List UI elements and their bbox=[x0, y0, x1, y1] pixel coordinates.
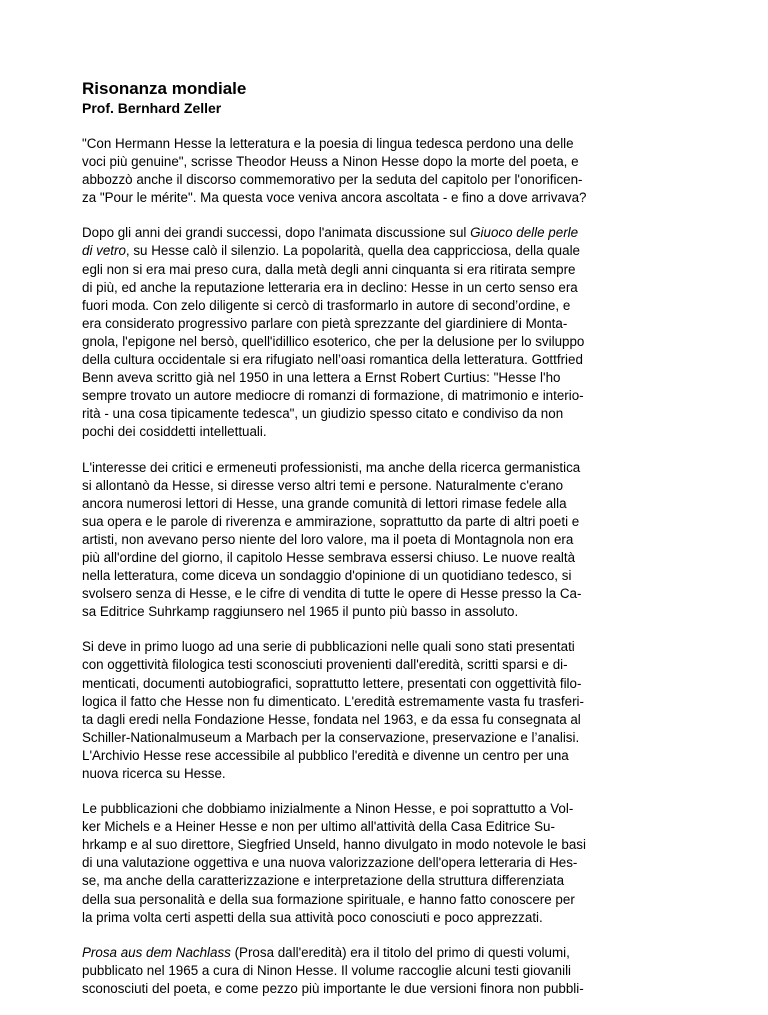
text-segment: di più, ed anche la reputazione letteraria era in declino: Hesse in un certo senso era bbox=[82, 279, 578, 295]
text-line bbox=[82, 656, 692, 674]
text-line bbox=[82, 872, 692, 890]
text-segment: voci più genuine", scrisse Theodor Heuss a Ninon Hesse dopo la morte del poeta, e bbox=[82, 154, 579, 170]
italic-title: Giuoco delle perle bbox=[470, 225, 579, 241]
text-line bbox=[82, 495, 692, 513]
text-line bbox=[82, 909, 692, 927]
text-line bbox=[82, 818, 692, 836]
text-line bbox=[82, 747, 692, 765]
text-segment: Le pubblicazioni che dobbiamo inizialmente a Ninon Hesse, e poi soprattutto a Vol- bbox=[82, 801, 574, 817]
text-segment: pubblicato nel 1965 a cura di Ninon Hesse. Il volume raccoglie alcuni testi giovanili bbox=[82, 962, 572, 978]
text-segment: della sua personalità e della sua formazione spirituale, e hanno fatto conoscere per bbox=[82, 891, 575, 907]
paragraph bbox=[82, 135, 692, 207]
text-line bbox=[82, 224, 692, 242]
text-line bbox=[82, 477, 692, 495]
text-segment: L'Archivio Hesse rese accessibile al pubblico l'eredità e divenne un centro per una bbox=[82, 747, 569, 763]
text-line bbox=[82, 711, 692, 729]
text-segment: sua opera e le parole di riverenza e ammirazione, soprattutto da parte di altri poeti e bbox=[82, 513, 580, 529]
article-title: Risonanza mondiale bbox=[82, 79, 247, 98]
text-segment: za "Pour le mérite". Ma questa voce veniva ancora ascoltata - e fino a dove arrivava? bbox=[82, 190, 587, 206]
text-segment: "Con Hermann Hesse la letteratura e la poesia di lingua tedesca perdono una delle bbox=[82, 136, 574, 151]
text-line bbox=[82, 261, 692, 279]
text-segment: Schiller-Nationalmuseum a Marbach per la conservazione, preservazione e l’analisi. bbox=[82, 729, 580, 745]
text-segment: Si deve in primo luogo ad una serie di pubblicazioni nelle quali sono stati presentati bbox=[82, 639, 575, 655]
text-line bbox=[82, 459, 692, 477]
text-segment: hrkamp e al suo direttore, Siegfried Unseld, hanno divulgato in modo notevole le basi bbox=[82, 837, 586, 853]
paragraph bbox=[82, 944, 692, 998]
text-line bbox=[82, 800, 692, 818]
text-line bbox=[82, 297, 692, 315]
text-segment: se, ma anche della caratterizzazione e interpretazione della struttura differenziata bbox=[82, 873, 565, 889]
text-line bbox=[82, 891, 692, 909]
paragraph bbox=[82, 638, 692, 783]
text-segment: ta dagli eredi nella Fondazione Hesse, fondata nel 1963, e da essa fu consegnata al bbox=[82, 711, 581, 727]
text-segment: sa Editrice Suhrkamp raggiunsero nel 1965 il punto più basso in assoluto. bbox=[82, 604, 519, 620]
text-line bbox=[82, 854, 692, 872]
text-line bbox=[82, 549, 692, 567]
text-segment: egli non si era mai preso cura, dalla metà degli anni cinquanta si era ritirata sempre bbox=[82, 261, 576, 277]
text-line bbox=[82, 242, 692, 260]
text-line bbox=[82, 387, 692, 405]
paragraph bbox=[82, 459, 692, 622]
text-segment: menticati, documenti autobiografici, soprattutto lettere, presentati con oggettività filo- bbox=[82, 675, 582, 691]
text-segment: la prima volta certi aspetti della sua attività poco conosciuti e poco apprezzati. bbox=[82, 909, 543, 925]
text-segment: Dopo gli anni dei grandi successi, dopo l'animata discussione sul bbox=[82, 225, 471, 241]
text-line bbox=[82, 944, 692, 962]
text-line bbox=[82, 675, 692, 693]
text-line bbox=[82, 171, 692, 189]
text-segment: si allontanò da Hesse, si diresse verso altri temi e persone. Naturalmente c'erano bbox=[82, 477, 564, 493]
text-line bbox=[82, 333, 692, 351]
text-segment: pochi dei cosiddetti intellettuali. bbox=[82, 424, 267, 440]
text-line bbox=[82, 189, 692, 207]
text-line bbox=[82, 980, 692, 998]
text-segment: L'interesse dei critici e ermeneuti professionisti, ma anche della ricerca germanistica bbox=[82, 459, 581, 475]
text-segment: con oggettività filologica testi sconosciuti provenienti dall'eredità, scritti sparsi e di- bbox=[82, 657, 568, 673]
text-segment: svolsero senza di Hesse, e le cifre di vendita di tutte le opere di Hesse presso la Ca- bbox=[82, 586, 582, 602]
text-segment: ancora numerosi lettori di Hesse, una grande comunità di lettori rimase fedele alla bbox=[82, 495, 567, 511]
paragraph bbox=[82, 800, 692, 927]
text-segment: sempre trovato un autore mediocre di romanzi di formazione, di matrimonio e interio- bbox=[82, 388, 584, 404]
text-line bbox=[82, 693, 692, 711]
text-line bbox=[82, 423, 692, 441]
text-segment: abbozzò anche il discorso commemorativo per la seduta del capitolo per l'onorificen- bbox=[82, 172, 583, 188]
text-segment: nuova ricerca su Hesse. bbox=[82, 766, 226, 781]
text-segment: , su Hesse calò il silenzio. La popolarità, quella dea cappricciosa, della quale bbox=[125, 243, 580, 259]
text-line bbox=[82, 585, 692, 603]
italic-title: Prosa aus dem Nachlass bbox=[82, 944, 231, 960]
text-line bbox=[82, 638, 692, 656]
text-line bbox=[82, 836, 692, 854]
text-line bbox=[82, 153, 692, 171]
text-segment: sconosciuti del poeta, e come pezzo più importante le due versioni finora non pubbli- bbox=[82, 980, 584, 996]
text-line bbox=[82, 765, 692, 783]
article bbox=[82, 79, 692, 1015]
text-segment: artisti, non avevano perso niente del loro valore, ma il poeta di Montagnola non era bbox=[82, 531, 574, 547]
text-segment: nella letteratura, come diceva un sondaggio d'opinione di un quotidiano tedesco, si bbox=[82, 568, 572, 584]
text-segment: rità - una cosa tipicamente tedesca", un giudizio spesso citato e condiviso da non bbox=[82, 406, 564, 422]
text-line bbox=[82, 531, 692, 549]
text-line bbox=[82, 315, 692, 333]
text-line bbox=[82, 962, 692, 980]
text-line bbox=[82, 279, 692, 297]
text-line bbox=[82, 405, 692, 423]
text-line bbox=[82, 135, 692, 153]
text-line bbox=[82, 729, 692, 747]
text-line bbox=[82, 369, 692, 387]
text-segment: logica il fatto che Hesse non fu dimenticato. L'eredità estremamente vasta fu trasferi- bbox=[82, 693, 584, 709]
text-line bbox=[82, 513, 692, 531]
italic-title: di vetro bbox=[82, 243, 126, 259]
text-line bbox=[82, 567, 692, 585]
text-segment: era considerato progressivo parlare con pietà sprezzante del giardiniere di Monta- bbox=[82, 315, 568, 331]
text-segment: ker Michels e a Heiner Hesse e non per ultimo all'attività della Casa Editrice Su- bbox=[82, 819, 555, 835]
text-segment: (Prosa dall'eredità) era il titolo del primo di questi volumi, bbox=[230, 944, 570, 960]
paragraph bbox=[82, 224, 692, 441]
text-segment: della cultura occidentale si era rifugiato nell’oasi romantica della letteratura. Gottfried bbox=[82, 352, 583, 368]
text-segment: di una valutazione oggettiva e una nuova valorizzazione dell'opera letteraria di Hes- bbox=[82, 855, 578, 871]
text-segment: Benn aveva scritto già nel 1950 in una lettera a Ernst Robert Curtius: "Hesse l'ho bbox=[82, 370, 561, 386]
text-segment: più all'ordine del giorno, il capitolo Hesse sembrava essersi chiuso. Le nuove realtà bbox=[82, 549, 576, 565]
text-line bbox=[82, 351, 692, 369]
article-author: Prof. Bernhard Zeller bbox=[82, 100, 222, 116]
text-line bbox=[82, 603, 692, 621]
text-segment: fuori moda. Con zelo diligente si cercò di trasformarlo in autore di second’ordine, e bbox=[82, 297, 571, 313]
text-segment: gnola, l'epigone nel bersò, quell'idillico esoterico, che per la delusione per lo sviluppo bbox=[82, 333, 585, 349]
article-body bbox=[82, 135, 692, 998]
